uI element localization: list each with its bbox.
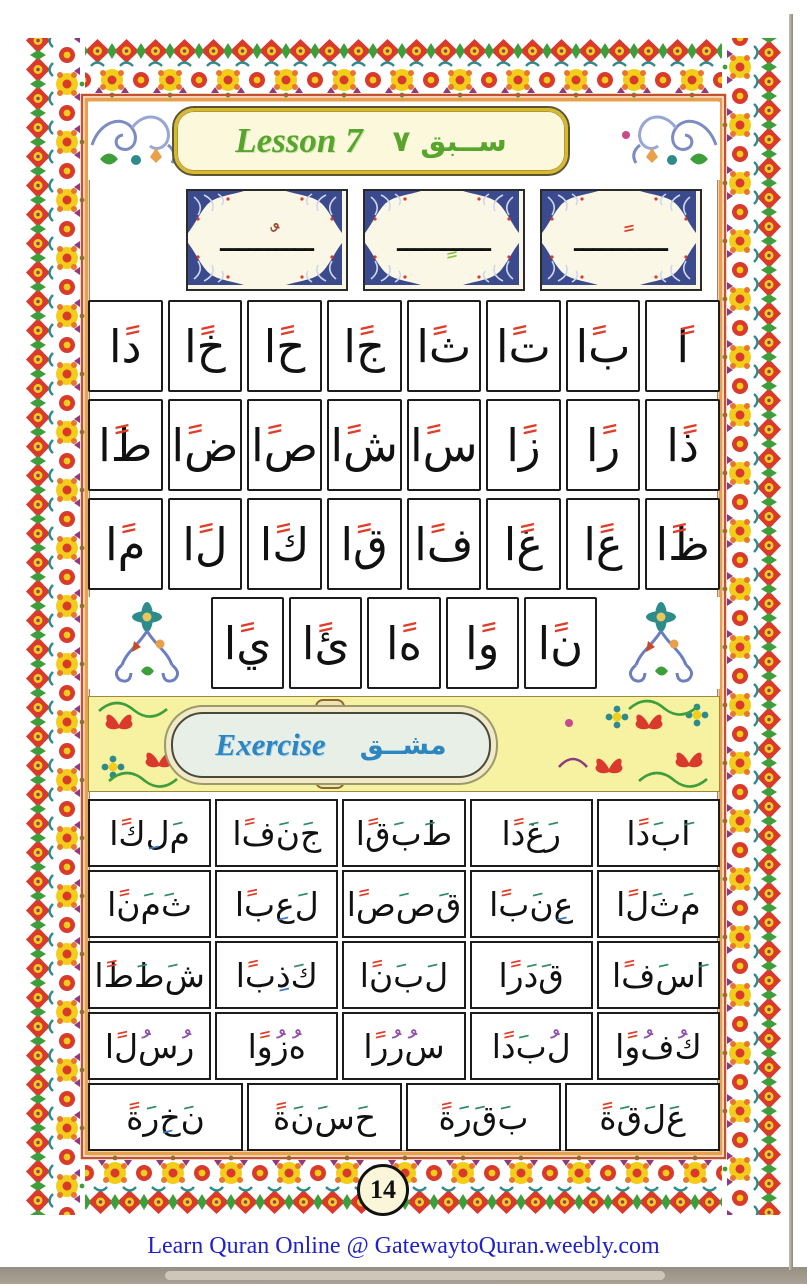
word-cell: ط ب ق ا xyxy=(342,799,465,867)
letter-cell: ب ا xyxy=(566,300,641,392)
word-cell: ح س ن ة xyxy=(247,1083,402,1151)
word-cell: ع ل ق ة xyxy=(565,1083,720,1151)
letter-cell: د ا xyxy=(88,300,163,392)
word-cell: ل ع ب ا xyxy=(215,870,338,938)
word-cell: ج ن ف ا xyxy=(215,799,338,867)
letter-row-2 xyxy=(88,399,720,491)
word-cell: ع ن ب ا xyxy=(470,870,593,938)
arabesque-ornament-right xyxy=(614,105,724,175)
exercise-row-5 xyxy=(88,1083,720,1151)
floral-ornament-left xyxy=(88,597,206,689)
word-cell: ه ز و ا xyxy=(215,1012,338,1080)
example-box-kasratain xyxy=(363,189,525,291)
letter-cell: م ا xyxy=(88,498,163,590)
scan-edge-bar xyxy=(0,1267,807,1284)
word-cell: ا ب د ا xyxy=(597,799,720,867)
letter-cell: ر ا xyxy=(566,399,641,491)
exercise-row-2 xyxy=(88,870,720,938)
exercise-row-4 xyxy=(88,1012,720,1080)
exercise-label-ar: مشــق xyxy=(359,729,447,761)
word-cell: ر س ل ا xyxy=(88,1012,211,1080)
letter-cell: ق ا xyxy=(327,498,402,590)
letter-cell: ت ا xyxy=(486,300,561,392)
lesson-banner xyxy=(174,108,568,174)
exercise-row-3 xyxy=(88,941,720,1009)
letter-row-1 xyxy=(88,300,720,392)
example-box-fathatain xyxy=(540,189,702,291)
exercise-banner xyxy=(88,696,720,792)
letter-cell: خ ا xyxy=(168,300,243,392)
letter-cell: ش ا xyxy=(327,399,402,491)
word-cell: ن خ ر ة xyxy=(88,1083,243,1151)
footer-link[interactable]: Learn Quran Online @ GatewaytoQuran.weebly.com xyxy=(147,1233,660,1259)
word-cell: ق د ر ا xyxy=(470,941,593,1009)
letter-cell: س ا xyxy=(407,399,482,491)
letter-cell: ه ا xyxy=(367,597,440,689)
word-cell: س ر ر ا xyxy=(342,1012,465,1080)
letter-cell: ح ا xyxy=(247,300,322,392)
scan-edge-line xyxy=(789,14,793,1270)
letter-cell: ص ا xyxy=(247,399,322,491)
letter-cell: ك ا xyxy=(247,498,322,590)
word-cell: ق ص ص ا xyxy=(342,870,465,938)
word-cell: ر غ د ا xyxy=(470,799,593,867)
letter-cell: ن ا xyxy=(524,597,597,689)
letter-row-3 xyxy=(88,498,720,590)
letter-cell: ج ا xyxy=(327,300,402,392)
fathatain-mark: ـــــ ـــــ xyxy=(574,221,668,259)
exercise-cartouche xyxy=(171,712,491,778)
word-cell: ش ط ط ا xyxy=(88,941,211,1009)
word-cell: م ل ك ا xyxy=(88,799,211,867)
letter-cell: ي ا xyxy=(211,597,284,689)
letter-cell: و ا xyxy=(446,597,519,689)
letter-cell: ط ا xyxy=(88,399,163,491)
letter-cell: ع ا xyxy=(566,498,641,590)
letter-cell: ا xyxy=(645,300,720,392)
tanween-examples xyxy=(88,189,720,287)
dammatain-mark: ـــــ ـــــ xyxy=(220,221,314,259)
page-number: 14 xyxy=(370,1175,396,1204)
word-cell: ل ب د ا xyxy=(470,1012,593,1080)
lesson-title-ar: ســبق ٧ xyxy=(392,124,507,158)
letter-cell: ظ ا xyxy=(645,498,720,590)
letter-cell: ذ ا xyxy=(645,399,720,491)
scan-edge-highlight xyxy=(165,1271,665,1280)
lesson-header xyxy=(88,102,720,180)
letter-cell: ئ ا xyxy=(289,597,362,689)
kasratain-mark: ـــــ ـــــ xyxy=(397,221,491,259)
letter-cell: ف ا xyxy=(407,498,482,590)
floral-ornament-right xyxy=(602,597,720,689)
exercise-label-en: Exercise xyxy=(215,727,326,762)
letter-row-4 xyxy=(88,597,720,689)
page-number-circle xyxy=(357,1164,409,1216)
page-content xyxy=(88,102,720,1154)
example-box-dammatain xyxy=(186,189,348,291)
word-cell: ل ب ن ا xyxy=(342,941,465,1009)
word-cell: ث م ن ا xyxy=(88,870,211,938)
word-cell: ب ق ر ة xyxy=(406,1083,561,1151)
word-cell: ك ف و ا xyxy=(597,1012,720,1080)
lesson-title-en: Lesson 7 xyxy=(235,121,363,160)
exercise-row-1 xyxy=(88,799,720,867)
letter-cell: ض ا xyxy=(168,399,243,491)
word-cell: ك ذ ب ا xyxy=(215,941,338,1009)
word-cell: ا س ف ا xyxy=(597,941,720,1009)
letter-cell: ل ا xyxy=(168,498,243,590)
word-cell: م ث ل ا xyxy=(597,870,720,938)
letter-cell: ز ا xyxy=(486,399,561,491)
letter-cell: غ ا xyxy=(486,498,561,590)
letter-cell: ث ا xyxy=(407,300,482,392)
